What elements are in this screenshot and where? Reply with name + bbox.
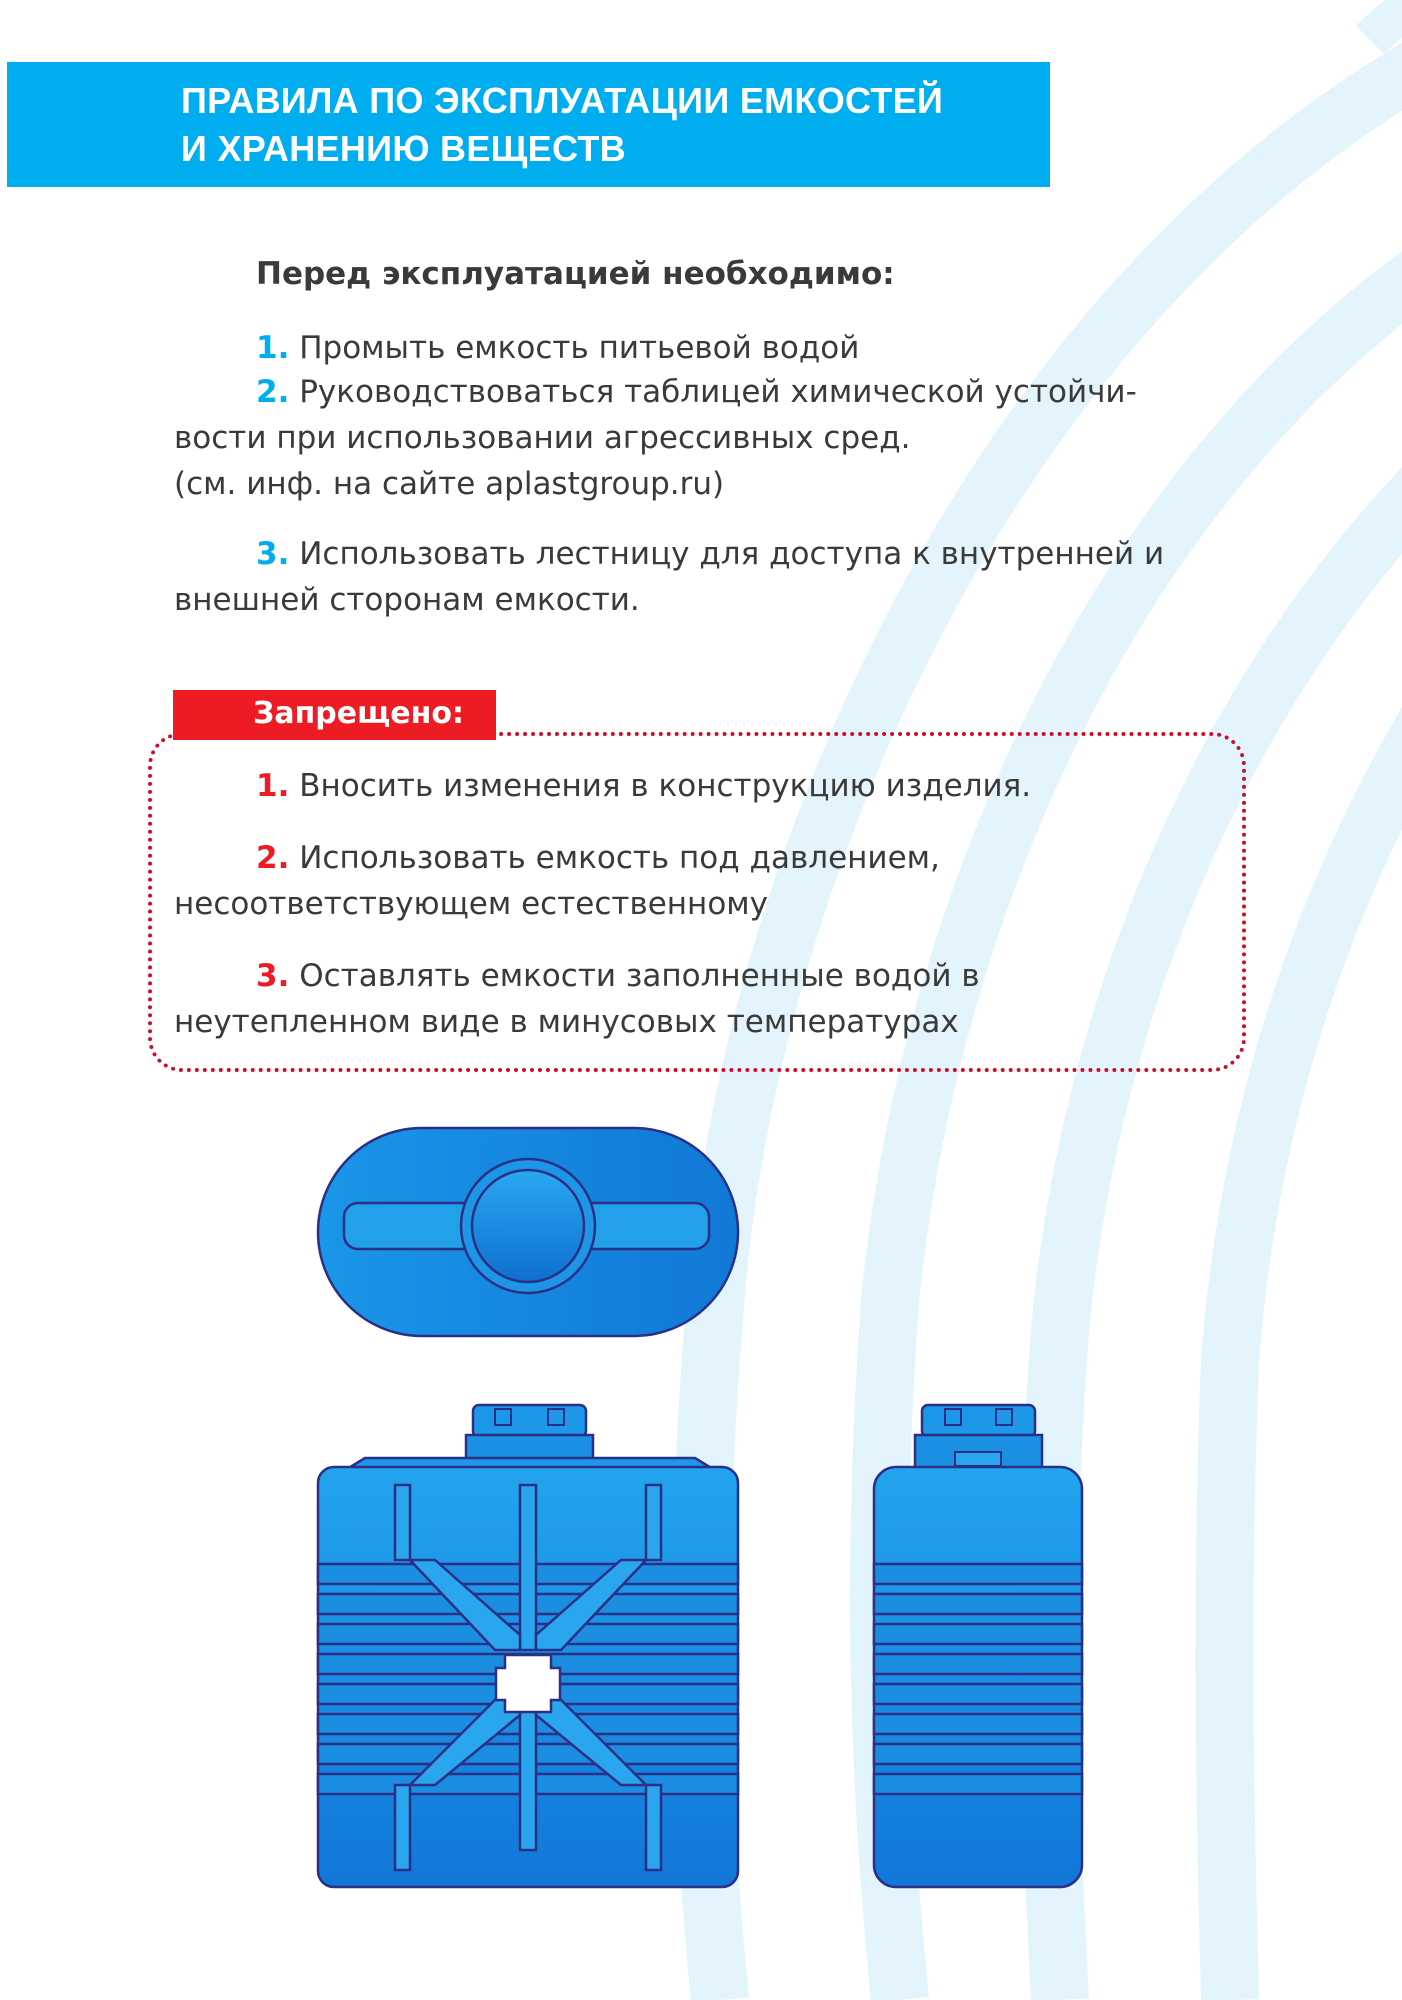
before-use-item-3-line-2: внешней сторонам емкости.	[174, 582, 640, 618]
tank-side-view-icon	[874, 1405, 1082, 1887]
item-number: 2.	[256, 374, 290, 410]
header-title-line-1: ПРАВИЛА ПО ЭКСПЛУАТАЦИИ ЕМКОСТЕЙ	[181, 80, 944, 121]
item-text: Вносить изменения в конструкцию изделия.	[289, 768, 1032, 804]
item-number: 1.	[256, 768, 290, 804]
item-text: Использовать лестницу для доступа к внутренней и	[289, 536, 1165, 572]
item-number: 3.	[256, 958, 290, 994]
item-number: 2.	[256, 840, 290, 876]
before-use-item-2-line-2: вости при использовании агрессивных сред.	[174, 420, 911, 456]
before-use-intro: Перед эксплуатацией необходимо:	[256, 256, 895, 292]
item-text: Использовать емкость под давлением,	[289, 840, 940, 876]
forbidden-label: Запрещено:	[253, 696, 464, 731]
item-text: Промыть емкость питьевой водой	[289, 330, 860, 366]
forbidden-item-2-line-2: несоответствующем естественному	[174, 886, 769, 922]
tank-front-view-icon	[318, 1405, 738, 1887]
item-number: 3.	[256, 536, 290, 572]
item-text: Руководствоваться таблицей химической устойчи-	[289, 374, 1137, 410]
before-use-item-2-line-3: (см. инф. на сайте aplastgroup.ru)	[174, 466, 725, 502]
item-text: Оставлять емкости заполненные водой в	[289, 958, 980, 994]
header-title-line-2: И ХРАНЕНИЮ ВЕЩЕСТВ	[181, 128, 626, 169]
forbidden-item-3-line-2: неутепленном виде в минусовых температурах	[174, 1004, 959, 1040]
item-number: 1.	[256, 330, 290, 366]
tank-top-view-icon	[318, 1128, 738, 1336]
